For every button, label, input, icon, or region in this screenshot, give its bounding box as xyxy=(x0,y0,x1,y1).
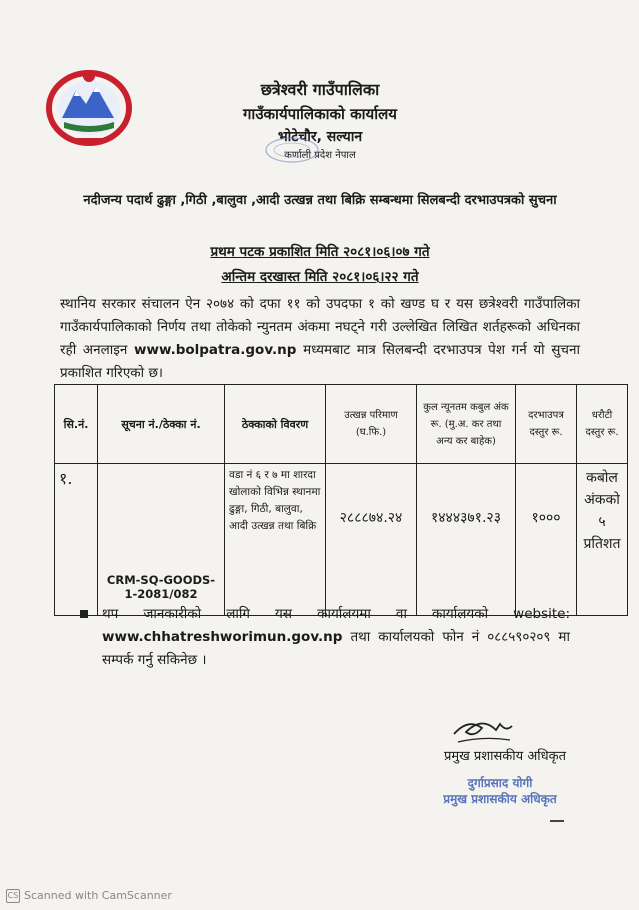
col-description: ठेक्काको विवरण xyxy=(225,385,326,464)
bolpatra-link[interactable]: www.bolpatra.gov.np xyxy=(134,342,297,358)
scanner-label: Scanned with CamScanner xyxy=(24,889,172,902)
intro-text-after: मध्यमबाट मात्र सिलबन्दी दरभाउपत्र पेश गर्न यो सुचना प्रकाशित गरिएको छ। xyxy=(60,342,580,381)
intro-text-before: स्थानिय सरकार संचालन ऐन २०७४ को दफा ११ को उपदफा १ को खण्ड घ र यस छत्रेश्वरी गाउँपालिका गाउँकार्यपालिकाको निर्णय तथा तोकेको न्युनतम अंकमा नघट्ने गरी उल्लेखित लिखित शर्तहरूको अधिनका रही अनलाइन xyxy=(60,296,580,358)
scanner-footer xyxy=(6,889,172,903)
signatory-title: प्रमुख प्रशासकीय अधिकृत xyxy=(443,749,567,764)
municipality-website-link[interactable]: www.chhatreshworimun.gov.np xyxy=(102,629,343,645)
col-fee: दरभाउपत्र दस्तुर रू. xyxy=(516,385,577,464)
cell-quantity: २८८८७४.२४ xyxy=(326,464,417,616)
pen-mark xyxy=(550,820,564,822)
intro-paragraph xyxy=(60,293,580,385)
col-min-amount: कुल न्यूनतम कबुल अंक रू. (मु.अ. कर तथा अन्य कर बाहेक) xyxy=(417,385,516,464)
deadline-date: अन्तिम दरखास्त मिति २०८१।०६।२२ गते xyxy=(221,269,419,285)
camscanner-icon: CS xyxy=(6,889,20,903)
note-text-before: थप जानकारीको लागि यस कार्यालयमा वा कार्यालयको website: xyxy=(102,606,570,622)
office-name: छत्रेश्वरी गाउँपालिका xyxy=(260,80,380,99)
government-emblem-icon xyxy=(44,68,134,146)
col-sn: सि.नं. xyxy=(55,385,98,464)
office-location: भोटेचौर, सल्यान xyxy=(277,129,363,145)
col-quantity: उत्खन्न परिमाण (घ.फि.) xyxy=(326,385,417,464)
office-seal-stamp xyxy=(262,136,322,164)
office-type: गाउँकार्यपालिकाको कार्यालय xyxy=(242,105,397,123)
tender-table xyxy=(54,384,628,616)
cell-deposit: कबोल अंकको ५ प्रतिशत xyxy=(577,464,628,616)
cell-fee: १००० xyxy=(516,464,577,616)
published-date: प्रथम पटक प्रकाशित मिति २०८१।०६।०७ गते xyxy=(210,244,430,260)
officer-stamp-name: दुर्गाप्रसाद योगी xyxy=(467,776,533,790)
col-deposit: धरौटी दस्तुर रू. xyxy=(577,385,628,464)
note-text-after: तथा कार्यालयको फोन नं ०८८५९०२०९ मा सम्पर्क गर्नु सकिनेछ । xyxy=(102,629,570,668)
table-header-row xyxy=(55,385,628,464)
cell-description: वडा नं ६ र ७ मा शारदा खोलाको विभिन्न स्थानमा ढुङ्गा, गिठी, बालुवा, आदी उत्खन्न तथा बिक्रि xyxy=(225,464,326,616)
cell-code: CRM-SQ-GOODS-1-2081/082 xyxy=(98,464,225,616)
col-code: सूचना नं./ठेक्का नं. xyxy=(98,385,225,464)
table-row xyxy=(55,464,628,616)
notice-subject: नदीजन्य पदार्थ ढुङ्गा ,गिठी ,बालुवा ,आदी उत्खन्न तथा बिक्रि सम्बन्धमा सिलबन्दी दरभाउपत्रको सुचना xyxy=(83,193,557,208)
cell-min-amount: १४४४३७१.२३ xyxy=(417,464,516,616)
signature-icon xyxy=(448,712,518,748)
cell-sn: १. xyxy=(55,464,98,616)
office-province: कर्णाली प्रदेश नेपाल xyxy=(284,150,356,161)
officer-stamp-title: प्रमुख प्रशासकीय अधिकृत xyxy=(443,792,557,806)
notice-dates xyxy=(60,240,580,290)
officer-stamp xyxy=(420,775,580,807)
contact-note xyxy=(80,603,570,672)
